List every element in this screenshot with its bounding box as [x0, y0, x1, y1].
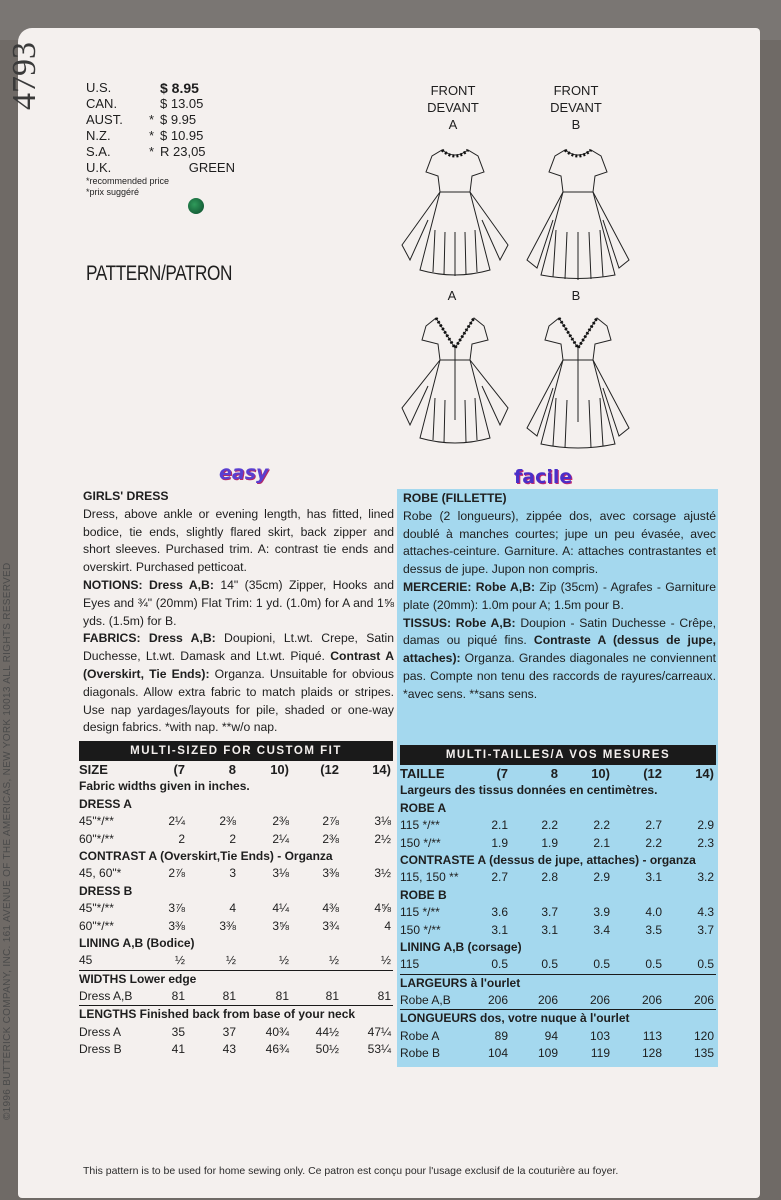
- price-country: N.Z.: [86, 128, 111, 143]
- row-label: LINING A,B (corsage): [400, 939, 522, 954]
- table-cell: 2.7: [645, 818, 662, 833]
- copyright-line: ©1996 BUTTERICK COMPANY, INC. 161 AVENUE OF THE AMERICAS, NEW YORK 10013 ALL RIGHTS RESERVED: [2, 562, 13, 1120]
- table-cell: 2.8: [541, 870, 558, 885]
- footer-note: This pattern is to be used for home sewing only. Ce patron est conçu pour l'usage exclusif de la couturière au foyer.: [83, 1165, 619, 1177]
- table-cell: 3.7: [541, 905, 558, 920]
- table-header-french: MULTI-TAILLES/A VOS MESURES: [400, 745, 716, 765]
- contraste-text: Organza. Grandes diagonales ne conviennent pas. Compte non tenu des raccords de rayures/carreaux. *avec sens. **sans sens.: [403, 651, 716, 701]
- table-cell: 43: [222, 1042, 236, 1057]
- row-label: 45"*/**: [79, 814, 114, 829]
- row-label: TAILLE: [400, 766, 445, 781]
- table-section-row: [79, 883, 393, 900]
- table-cell: 2.9: [593, 870, 610, 885]
- row-label: CONTRAST A (Overskirt,Tie Ends) - Organza: [79, 848, 333, 863]
- table-cell: 104: [487, 1046, 508, 1061]
- table-cell: 4: [229, 901, 236, 916]
- row-label: LENGTHS Finished back from base of your neck: [79, 1007, 356, 1022]
- table-cell: 3¾: [322, 918, 339, 933]
- front-a-label: [413, 82, 493, 133]
- table-cell: 41: [171, 1042, 185, 1057]
- table-cell: 2.1: [491, 818, 508, 833]
- tissus-label: TISSUS: Robe A,B:: [403, 615, 516, 630]
- table-cell: 50½: [315, 1042, 339, 1057]
- row-label: LARGEURS à l'ourlet: [400, 975, 521, 990]
- table-cell: 3½: [374, 866, 391, 881]
- table-cell: 3⅜: [168, 918, 185, 933]
- row-label: Dress B: [79, 1042, 122, 1057]
- table-header-english: MULTI-SIZED FOR CUSTOM FIT: [79, 741, 393, 761]
- dress-back-a-illustration: [400, 310, 510, 455]
- table-cell: 206: [693, 993, 714, 1008]
- table-row: [79, 1024, 393, 1041]
- price-value: $ 10.95: [160, 128, 204, 143]
- row-label: ROBE B: [400, 887, 447, 902]
- table-section-row: [400, 974, 716, 992]
- table-cell: 35: [171, 1024, 185, 1039]
- table-cell: 8: [550, 766, 558, 781]
- row-label: 150 */**: [400, 922, 441, 937]
- row-label: LONGUEURS dos, votre nuque à l'ourlet: [400, 1011, 630, 1026]
- table-cell: 14): [695, 766, 714, 781]
- row-label: 150 */**: [400, 835, 441, 850]
- table-cell: 4⅜: [322, 901, 339, 916]
- price-row: [86, 80, 235, 96]
- table-section-row: [400, 765, 716, 782]
- table-cell: 206: [589, 993, 610, 1008]
- notions-label: NOTIONS: Dress A,B:: [83, 577, 214, 592]
- tissus-text: Doupion - Satin Duchesse - Crêpe, damas ou piqué fins.: [403, 615, 716, 648]
- table-cell: 3⅛: [374, 814, 391, 829]
- table-cell: 3.1: [491, 922, 508, 937]
- front-b-label: [536, 82, 616, 133]
- table-cell: 119: [590, 1046, 610, 1061]
- contraste-label: Contraste A (dessus de jupe, attaches):: [403, 633, 716, 666]
- contrast-label: Contrast A (Overskirt, Tie Ends):: [83, 649, 395, 681]
- table-cell: 2.3: [697, 835, 714, 850]
- row-label: Dress A,B: [79, 989, 133, 1004]
- table-cell: 2.9: [697, 818, 714, 833]
- front-b-line1: FRONT: [553, 83, 599, 98]
- table-cell: 81: [325, 989, 339, 1004]
- row-label: Fabric widths given in inches.: [79, 779, 250, 794]
- table-cell: ½: [278, 953, 289, 968]
- table-cell: 4: [384, 918, 391, 933]
- table-cell: 89: [494, 1028, 508, 1043]
- pattern-label: PATTERN/PATRON: [86, 262, 233, 285]
- table-row: [79, 918, 393, 935]
- yardage-table-english: [79, 741, 393, 1059]
- front-b-line2: DEVANT: [550, 100, 602, 115]
- table-cell: 2⅞: [322, 814, 339, 829]
- table-cell: 128: [641, 1046, 662, 1061]
- table-row: [400, 992, 716, 1009]
- row-label: 60"*/**: [79, 918, 114, 933]
- front-a-line1: FRONT: [430, 83, 476, 98]
- row-label: 115 */**: [400, 818, 440, 833]
- price-country: AUST.: [86, 112, 123, 127]
- table-cell: 2⅜: [272, 814, 289, 829]
- table-cell: 2¼: [168, 814, 185, 829]
- table-cell: 3.6: [491, 905, 508, 920]
- row-label: Robe A,B: [400, 993, 451, 1008]
- table-cell: 3⅝: [272, 918, 289, 933]
- price-star: *: [148, 128, 154, 143]
- price-star: *: [148, 112, 154, 127]
- fabrics-text: Doupioni, Lt.wt. Crepe, Satin Duchesse, Lt.wt. Damask and Lt.wt. Piqué.: [83, 631, 395, 664]
- row-label: Largeurs des tissus données en centimètres.: [400, 783, 658, 798]
- table-cell: 2⅞: [168, 866, 185, 881]
- table-cell: 1.9: [491, 835, 508, 850]
- table-row: [400, 956, 716, 973]
- table-row: [79, 813, 393, 830]
- table-row: [400, 922, 716, 939]
- table-cell: 3.4: [593, 922, 610, 937]
- table-cell: ½: [225, 953, 236, 968]
- price-value: $ 8.95: [160, 80, 199, 96]
- price-star: [136, 96, 160, 112]
- table-cell: 2.2: [541, 818, 558, 833]
- table-cell: 2½: [374, 831, 391, 846]
- back-a-label: A: [447, 288, 457, 303]
- table-cell: 120: [693, 1028, 714, 1043]
- table-cell: ½: [328, 953, 339, 968]
- table-section-row: [79, 796, 393, 813]
- french-tissus: [403, 615, 716, 704]
- row-label: 115: [400, 957, 420, 972]
- row-label: 45: [79, 953, 93, 968]
- table-cell: 0.5: [593, 957, 610, 972]
- table-cell: ½: [174, 953, 185, 968]
- table-cell: 103: [589, 1028, 610, 1043]
- row-label: 115 */**: [400, 905, 440, 920]
- table-cell: 44½: [315, 1024, 339, 1039]
- table-cell: 46¾: [265, 1042, 289, 1057]
- table-cell: 4.3: [697, 905, 714, 920]
- row-label: Dress A: [79, 1024, 122, 1039]
- table-cell: 81: [275, 989, 289, 1004]
- front-b-line3: B: [571, 117, 581, 132]
- table-section-row: [79, 761, 393, 778]
- price-star: [136, 80, 160, 96]
- table-cell: 2.2: [593, 818, 610, 833]
- table-row: [400, 817, 716, 834]
- table-cell: (7: [496, 766, 508, 781]
- table-row: [400, 1045, 716, 1062]
- dress-front-b-illustration: [523, 140, 633, 285]
- row-label: 45"*/**: [79, 901, 114, 916]
- table-cell: 3.1: [541, 922, 558, 937]
- table-row: [79, 900, 393, 917]
- table-cell: 10): [591, 766, 610, 781]
- table-cell: 14): [372, 762, 391, 777]
- table-cell: 81: [222, 989, 236, 1004]
- price-star: *: [148, 144, 154, 159]
- table-row: [400, 835, 716, 852]
- table-cell: (12: [320, 762, 339, 777]
- mercerie-text: Zip (35cm) - Agrafes - Garniture plate (20mm): 1.0m pour A; 1.5m pour B.: [403, 579, 716, 612]
- table-cell: 2.7: [491, 870, 508, 885]
- price-value: $ 13.05: [160, 96, 204, 111]
- pattern-number: 4793: [6, 42, 43, 110]
- table-row: [400, 869, 716, 886]
- french-title: ROBE (FILLETTE): [403, 491, 507, 505]
- table-row: [79, 1041, 393, 1058]
- front-a-line3: A: [448, 117, 458, 132]
- french-desc: Robe (2 longueurs), zippée dos, avec corsage ajusté doublé à manches courtes; jupe un peu évasée, avec attaches-ceinture. Garniture. A: attaches contrastantes et dessus de jupe. Jupon non compris.: [403, 508, 716, 577]
- table-section-row: [79, 1005, 393, 1023]
- table-cell: 81: [171, 989, 185, 1004]
- facile-badge: facile: [514, 466, 573, 488]
- table-cell: 81: [377, 989, 391, 1004]
- price-note: *recommended price: [86, 176, 170, 186]
- back-b-label: B: [571, 288, 581, 303]
- table-section-row: [400, 782, 716, 799]
- row-label: 115, 150 **: [400, 870, 459, 885]
- fabrics-label: FABRICS: Dress A,B:: [83, 631, 216, 646]
- table-section-row: [400, 852, 716, 869]
- price-value: GREEN: [188, 160, 235, 175]
- green-price-dot-icon: [188, 198, 204, 214]
- table-section-row: [400, 939, 716, 956]
- table-cell: 3⅛: [272, 866, 289, 881]
- table-cell: 40¾: [265, 1024, 289, 1039]
- row-label: WIDTHS Lower edge: [79, 971, 197, 986]
- table-cell: 47¼: [367, 1024, 391, 1039]
- table-cell: 1.9: [541, 835, 558, 850]
- table-cell: 109: [537, 1046, 558, 1061]
- front-a-line2: DEVANT: [427, 100, 479, 115]
- table-cell: 135: [693, 1046, 714, 1061]
- english-desc: Dress, above ankle or evening length, has fitted, lined bodice, tie ends, slightly flared skirt, back zipper and short sleeves. Purchased trim. A: contrast tie ends and overskirt. Purchased petticoat.: [83, 506, 394, 575]
- table-cell: 2.2: [645, 835, 662, 850]
- table-cell: 37: [222, 1024, 236, 1039]
- table-cell: 3⅞: [168, 901, 185, 916]
- contrast-text: Organza. Unsuitable for obvious diagonals. Allow extra fabric to match plaids or stripes. Use nap yardages/layouts for pile, shaded or one-way design fabrics. *with nap. **w/o nap.: [83, 666, 395, 735]
- price-star: [136, 160, 160, 176]
- table-cell: (12: [643, 766, 662, 781]
- table-cell: 206: [487, 993, 508, 1008]
- table-cell: 2⅜: [219, 814, 236, 829]
- table-cell: 2⅜: [322, 831, 339, 846]
- row-label: CONTRASTE A (dessus de jupe, attaches) - organza: [400, 852, 696, 867]
- table-cell: 4¼: [272, 901, 289, 916]
- table-cell: 2: [178, 831, 185, 846]
- price-country: U.K.: [86, 160, 112, 175]
- french-description: [403, 490, 716, 704]
- table-cell: (7: [173, 762, 185, 777]
- row-label: 60"*/**: [79, 831, 114, 846]
- table-cell: 3.2: [697, 870, 714, 885]
- table-cell: 3.7: [697, 922, 714, 937]
- table-cell: 3⅜: [219, 918, 236, 933]
- row-label: Robe A: [400, 1028, 440, 1043]
- table-cell: 4⅝: [374, 901, 391, 916]
- mercerie-label: MERCERIE: Robe A,B:: [403, 579, 536, 594]
- table-cell: 53¼: [367, 1042, 391, 1057]
- table-row: [79, 831, 393, 848]
- table-section-row: [400, 1009, 716, 1027]
- row-label: Robe B: [400, 1046, 441, 1061]
- table-row: [79, 988, 393, 1005]
- table-cell: 8: [228, 762, 236, 777]
- table-cell: 4.0: [645, 905, 662, 920]
- french-mercerie: [403, 579, 716, 615]
- price-country: CAN.: [86, 96, 118, 111]
- english-title: GIRLS' DRESS: [83, 489, 169, 503]
- yardage-table-french: [400, 745, 716, 1063]
- table-cell: 3.9: [593, 905, 610, 920]
- table-row: [79, 952, 393, 969]
- price-row: [86, 144, 235, 160]
- table-cell: 0.5: [697, 957, 714, 972]
- table-cell: 0.5: [491, 957, 508, 972]
- row-label: ROBE A: [400, 800, 447, 815]
- table-cell: 3: [229, 866, 236, 881]
- price-country: S.A.: [86, 144, 111, 159]
- price-value: R 23,05: [160, 144, 206, 159]
- table-cell: 3.5: [645, 922, 662, 937]
- table-section-row: [400, 800, 716, 817]
- table-cell: 3.1: [645, 870, 662, 885]
- price-row: [86, 96, 235, 112]
- table-row: [400, 1028, 716, 1045]
- table-row: [400, 904, 716, 921]
- table-cell: 94: [544, 1028, 558, 1043]
- table-cell: 10): [270, 762, 289, 777]
- row-label: DRESS B: [79, 883, 133, 898]
- english-fabrics: [83, 630, 394, 737]
- english-description: [83, 488, 394, 737]
- table-cell: ½: [380, 953, 391, 968]
- table-cell: 0.5: [541, 957, 558, 972]
- english-notions: [83, 577, 394, 630]
- table-section-row: [79, 935, 393, 952]
- price-list: [86, 80, 235, 198]
- price-country: U.S.: [86, 80, 112, 95]
- table-cell: 2¼: [272, 831, 289, 846]
- table-section-row: [79, 848, 393, 865]
- price-row: [86, 160, 235, 176]
- price-row: [86, 128, 235, 144]
- table-section-row: [79, 778, 393, 795]
- price-value: $ 9.95: [160, 112, 197, 127]
- dress-front-a-illustration: [400, 140, 510, 285]
- dress-back-b-illustration: [523, 310, 633, 455]
- table-section-row: [400, 887, 716, 904]
- row-label: 45, 60"*: [79, 866, 122, 881]
- row-label: SIZE: [79, 762, 108, 777]
- easy-badge: easy: [219, 462, 269, 484]
- price-row: [86, 112, 235, 128]
- row-label: LINING A,B (Bodice): [79, 935, 195, 950]
- table-cell: 3⅜: [322, 866, 339, 881]
- table-cell: 2: [229, 831, 236, 846]
- table-cell: 2.1: [593, 835, 610, 850]
- notions-text: 14" (35cm) Zipper, Hooks and Eyes and ¾" (20mm) Flat Trim: 1 yd. (1.0m) for A and 1⅝ yds. (1.5m) for B.: [83, 577, 395, 628]
- table-cell: 206: [537, 993, 558, 1008]
- table-cell: 113: [642, 1028, 662, 1043]
- table-cell: 206: [641, 993, 662, 1008]
- row-label: DRESS A: [79, 796, 132, 811]
- price-note: *prix suggéré: [86, 187, 140, 197]
- table-cell: 0.5: [645, 957, 662, 972]
- table-row: [79, 865, 393, 882]
- table-section-row: [79, 970, 393, 988]
